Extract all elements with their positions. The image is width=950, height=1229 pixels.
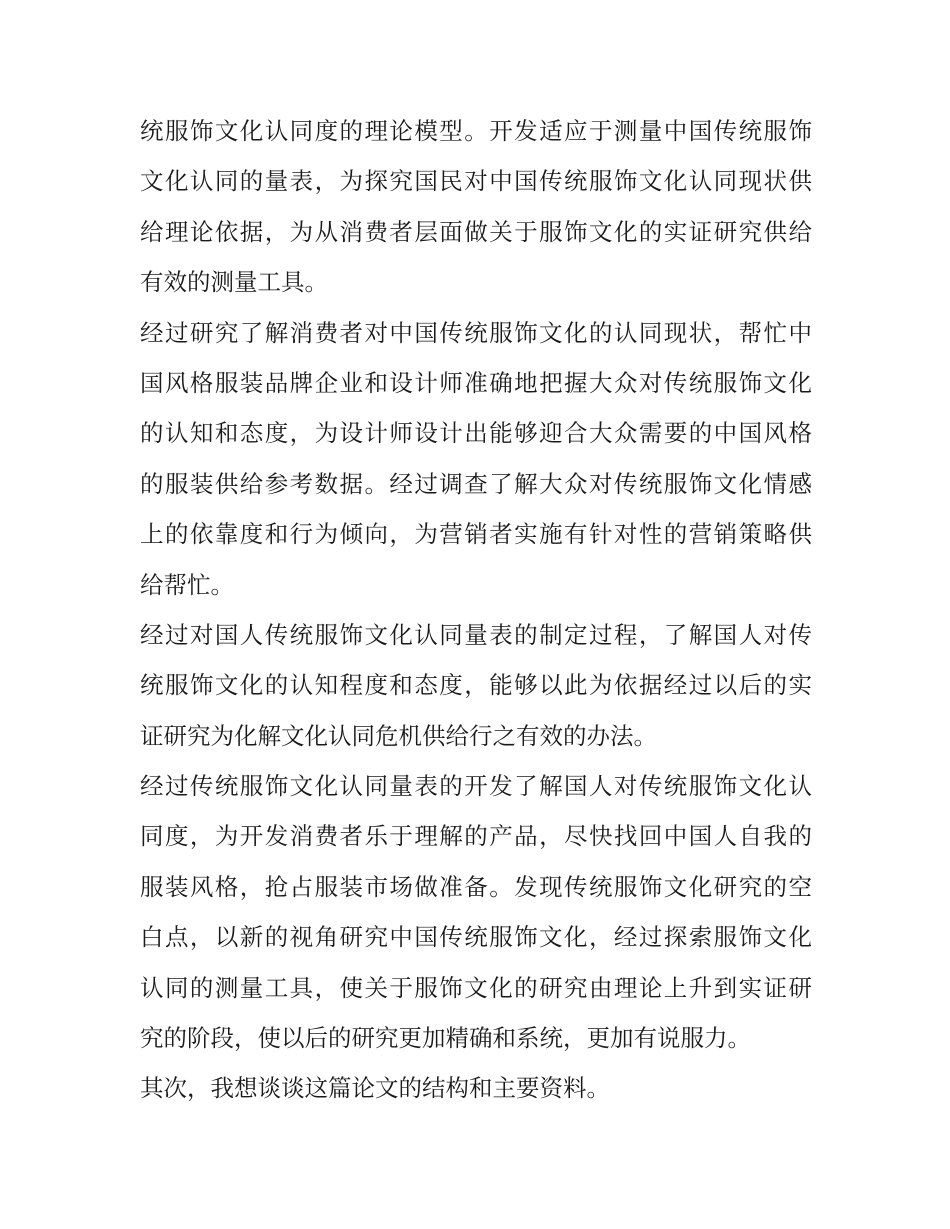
text-line: 白点，以新的视角研究中国传统服饰文化，经过探索服饰文化 (140, 923, 812, 952)
text-line: 有效的测量工具。 (140, 268, 328, 297)
body-text (140, 106, 812, 1114)
text-line: 证研究为化解文化认同危机供给行之有效的办法。 (140, 721, 657, 750)
text-line: 给帮忙。 (140, 570, 234, 599)
text-line: 经过研究了解消费者对中国传统服饰文化的认同现状，帮忙中 (140, 318, 812, 347)
paragraph (140, 610, 812, 761)
text-line: 的服装供给参考数据。经过调查了解大众对传统服饰文化情感 (140, 469, 812, 498)
paragraph (140, 106, 812, 308)
text-line: 的认知和态度，为设计师设计出能够迎合大众需要的中国风格 (140, 419, 812, 448)
text-line: 给理论依据，为从消费者层面做关于服饰文化的实证研究供给 (140, 217, 812, 246)
paragraph (140, 1063, 812, 1113)
text-line: 统服饰文化认同度的理论模型。开发适应于测量中国传统服饰 (140, 117, 812, 145)
paragraph (140, 308, 812, 610)
paragraph (140, 761, 812, 1063)
text-line: 统服饰文化的认知程度和态度，能够以此为依据经过以后的实 (140, 671, 812, 700)
text-line: 文化认同的量表，为探究国民对中国传统服饰文化认同现状供 (140, 167, 812, 196)
text-line: 国风格服装品牌企业和设计师准确地把握大众对传统服饰文化 (140, 368, 812, 397)
text-line: 其次，我想谈谈这篇论文的结构和主要资料。 (140, 1074, 610, 1103)
text-line: 经过对国人传统服饰文化认同量表的制定过程，了解国人对传 (140, 620, 812, 649)
text-line: 认同的测量工具，使关于服饰文化的研究由理论上升到实证研 (140, 973, 812, 1002)
text-line: 究的阶段，使以后的研究更加精确和系统，更加有说服力。 (140, 1024, 751, 1053)
text-line: 服装风格，抢占服装市场做准备。发现传统服饰文化研究的空 (140, 872, 812, 901)
text-line: 经过传统服饰文化认同量表的开发了解国人对传统服饰文化认 (140, 772, 812, 801)
text-line: 同度，为开发消费者乐于理解的产品，尽快找回中国人自我的 (140, 822, 812, 851)
text-line: 上的依靠度和行为倾向，为营销者实施有针对性的营销策略供 (140, 520, 812, 549)
